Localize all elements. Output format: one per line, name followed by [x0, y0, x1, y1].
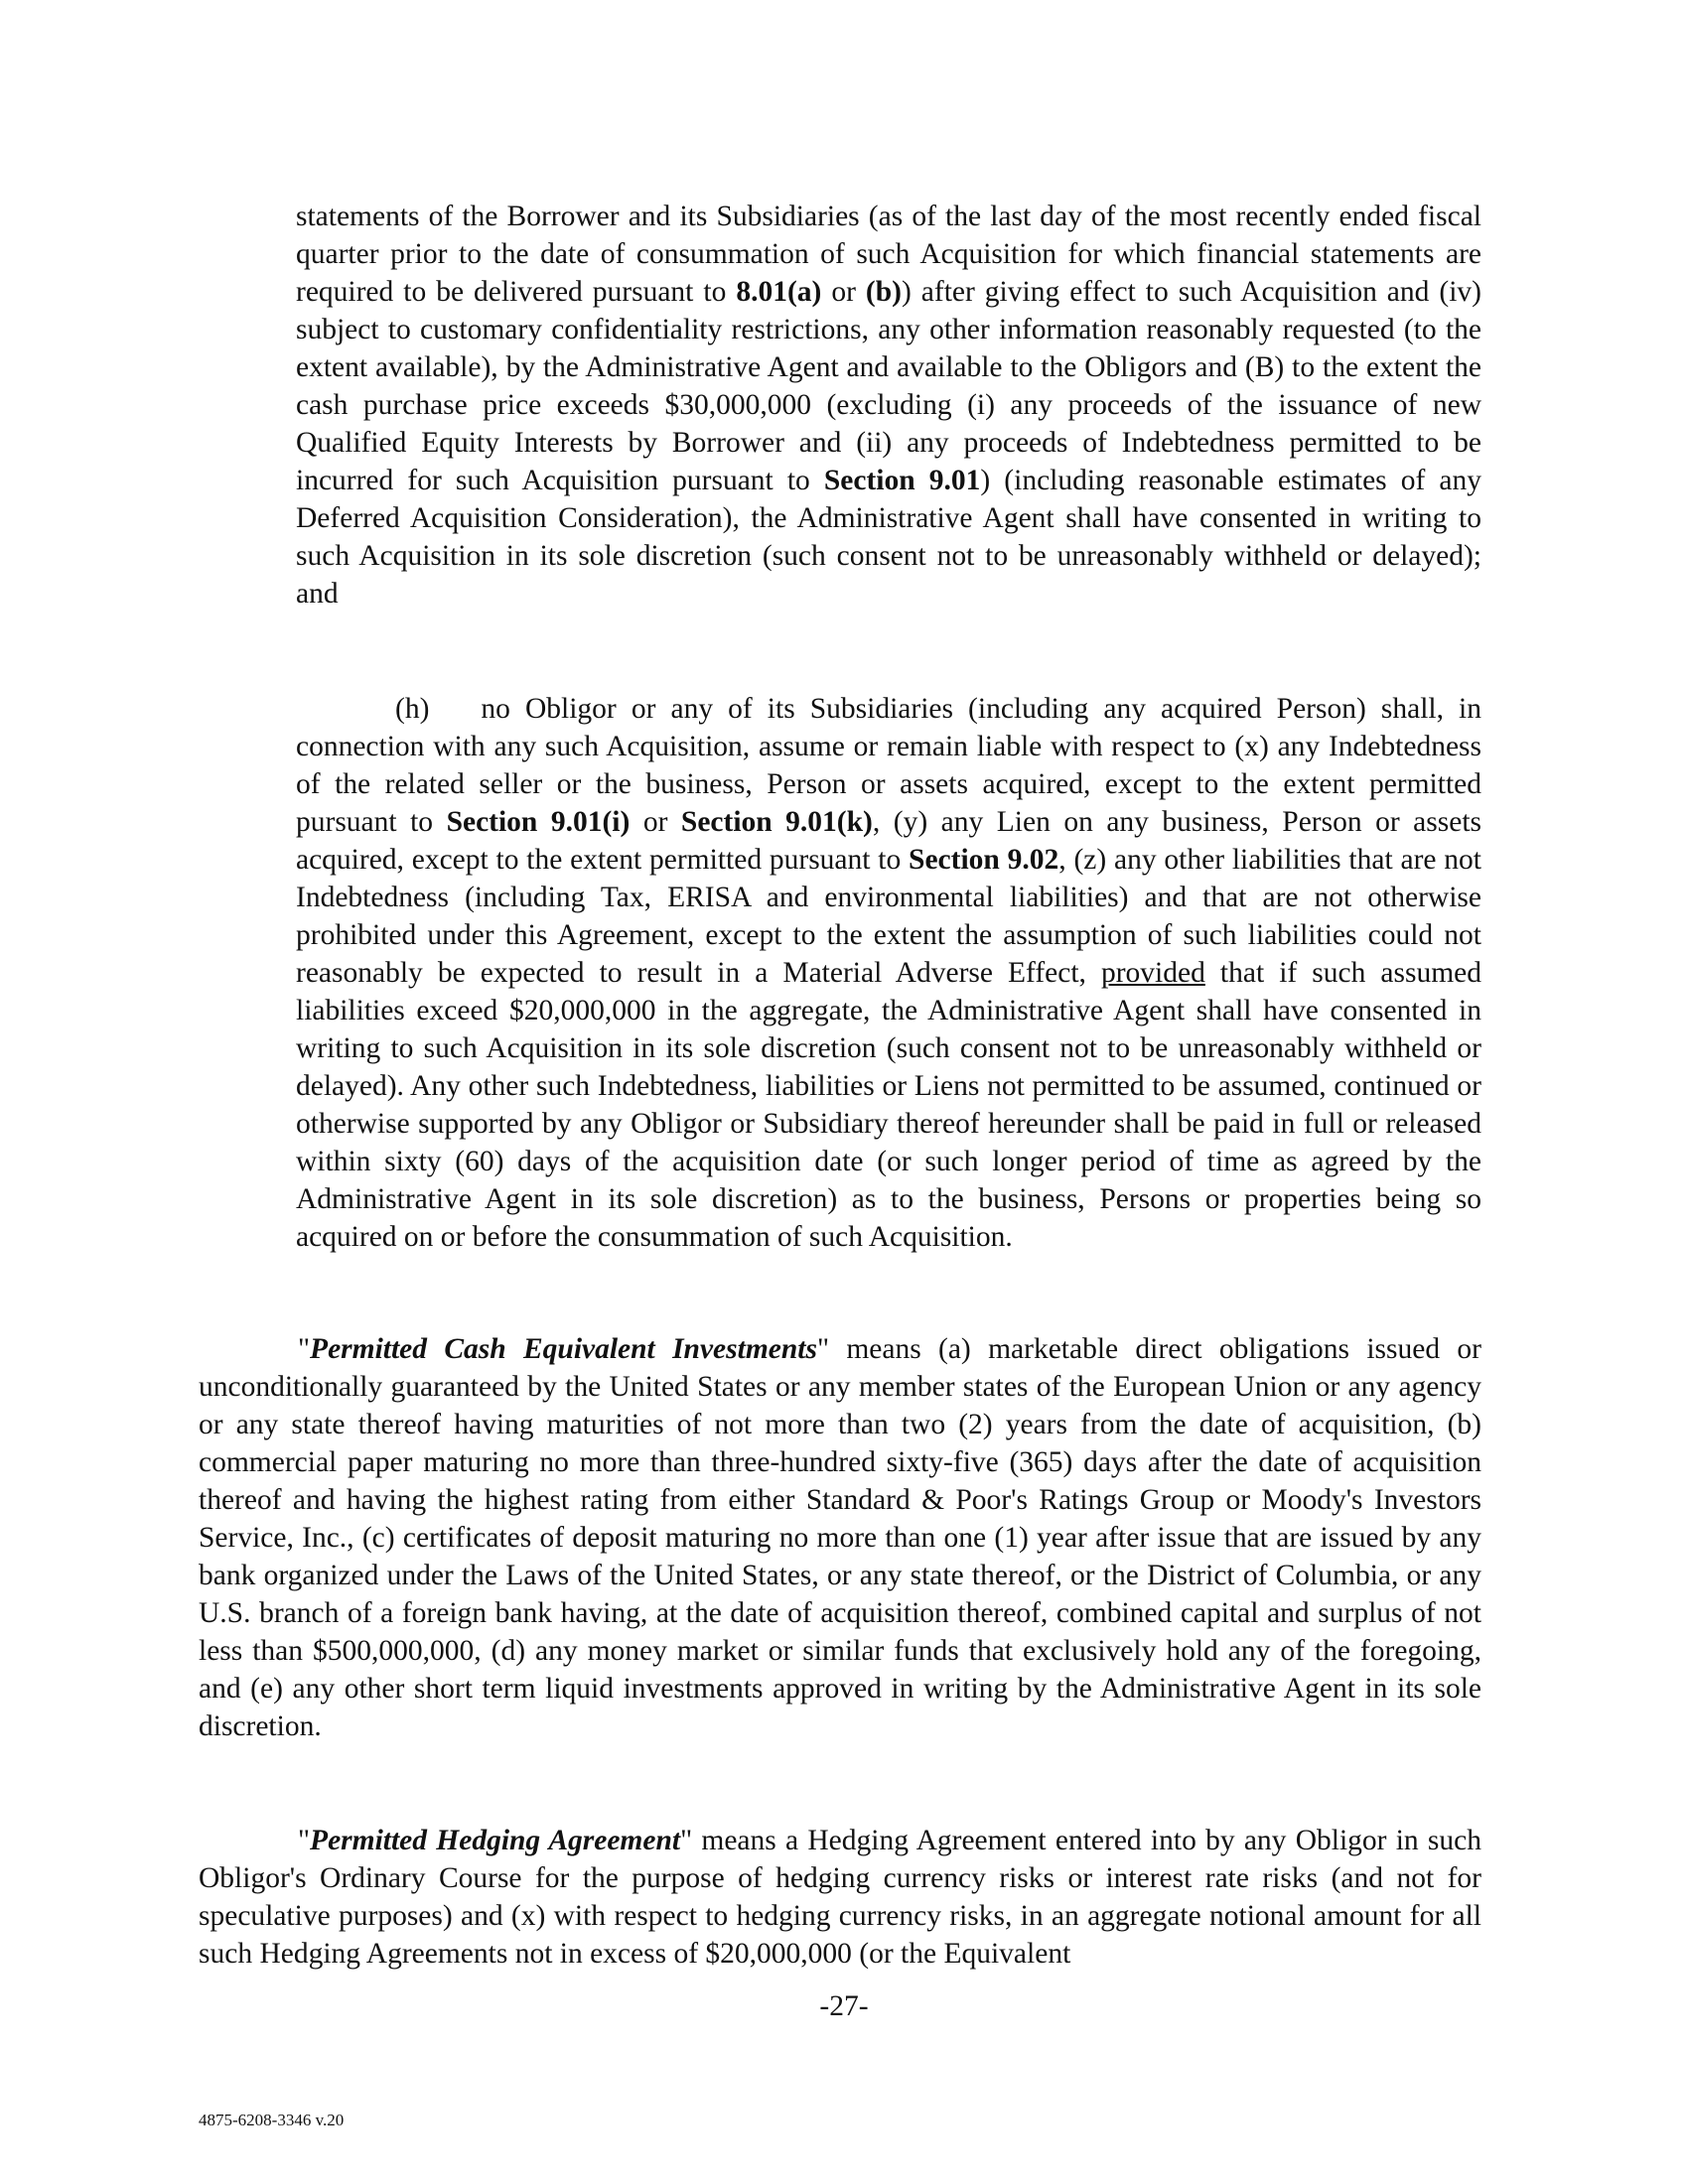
page-number: -27- — [819, 1990, 869, 2022]
section-reference: Section 9.01 — [823, 465, 981, 496]
quote-mark: " — [298, 1333, 311, 1365]
provided-term: provided — [1100, 957, 1205, 989]
paragraph-clause-h — [296, 690, 1481, 1256]
section-reference: 8.01(a) — [736, 276, 822, 308]
definition-permitted-hedging-agreement — [199, 1822, 1481, 1973]
section-reference: (b) — [865, 276, 902, 308]
definition-text: " means (a) marketable direct obligations issued or unconditionally guaranteed by the United States or any member states of the European Union or any agency or any state thereof having maturities of not more than two (2) years from the date of acquisition, (b) commercial paper maturing no more than three-hundred sixty-five (365) days after the date of acquisition thereof and having the highest rating from either Standard & Poor's Ratings Group or Moody's Investors Service, Inc., (c) certificates of deposit maturing no more than one (1) year after issue that are issued by any bank organized under the Laws of the United States, or any state thereof, or the District of Columbia, or any U.S. branch of a foreign bank having, at the date of acquisition thereof, combined capital and surplus of not less than $500,000,000, (d) any money market or similar funds that exclusively hold any of the foregoing, and (e) any other short term liquid investments approved in writing by the Administrative Agent in its sole discretion. — [199, 1333, 1481, 1742]
clause-marker: (h) — [395, 693, 430, 725]
definition-permitted-cash-equivalent-investments — [199, 1330, 1481, 1745]
text-run: no Obligor or any of its Subsidiaries (including any acquired Person) shall, in connection with any such Acquisition, assume or remain liable with respect to (x) any Indebtedness of the related seller or the business, Person or assets acquired, except to the extent permitted pursuant to — [296, 693, 1481, 838]
text-run: that if such assumed liabilities exceed $20,000,000 in the aggregate, the Administrative Agent shall have consented in writing to such Acquisition in its sole discretion (such consent not to be unreasonably withheld or delayed). Any other such Indebtedness, liabilities or Liens not permitted to be assumed, continued or otherwise supported by any Obligor or Subsidiary thereof hereunder shall be paid in full or released within sixty (60) days of the acquisition date (or such longer period of time as agreed by the Administrative Agent in its sole discretion) as to the business, Persons or properties being so acquired on or before the consummation of such Acquisition. — [296, 957, 1481, 1253]
text-run: or — [821, 276, 866, 308]
defined-term: Permitted Cash Equivalent Investments — [310, 1333, 817, 1365]
definition-text: " means a Hedging Agreement entered into by any Obligor in such Obligor's Ordinary Course for the purpose of hedging currency risks or interest rate risks (and not for speculative purposes) and (x) with respect to hedging currency risks, in an aggregate notional amount for all such Hedging Agreements not in excess of $20,000,000 (or the Equivalent — [199, 1825, 1481, 1970]
text-run: ) (including reasonable estimates of any Deferred Acquisition Consideration), the Administrative Agent shall have consented in writing to such Acquisition in its sole discretion (such consent not to be unreasonably withheld or delayed); and — [296, 465, 1481, 610]
section-reference: Section 9.01(i) — [446, 806, 631, 838]
text-run: ) after giving effect to such Acquisition and (iv) subject to customary confidentiality restrictions, any other information reasonably requested (to the extent available), by the Administrative Agent and available to the Obligors and (B) to the extent the cash purchase price exceeds $30,000,000 (excluding (i) any proceeds of the issuance of new Qualified Equity Interests by Borrower and (ii) any proceeds of Indebtedness permitted to be incurred for such Acquisition pursuant to — [296, 276, 1481, 496]
text-run: , (y) any Lien on any business, Person or assets acquired, except to the extent permitted pursuant to — [296, 806, 1482, 876]
quote-mark: " — [298, 1825, 311, 1856]
text-run: , (z) any other liabilities that are not Indebtedness (including Tax, ERISA and environmental liabilities) and that are not otherwise prohibited under this Agreement, except to the extent the assumption of such liabilities could not reasonably be expected to result in a Material Adverse Effect, — [296, 844, 1481, 989]
text-run: statements of the Borrower and its Subsidiaries (as of the last day of the most recently ended fiscal quarter prior to the date of consummation of such Acquisition for which financial statements are required to be delivered pursuant to — [296, 201, 1481, 308]
defined-term: Permitted Hedging Agreement — [310, 1825, 681, 1856]
text-run: or — [630, 806, 681, 838]
section-reference: Section 9.01(k) — [680, 806, 873, 838]
paragraph-acquisition-financial-statements — [296, 198, 1481, 613]
section-reference: Section 9.02 — [909, 844, 1059, 876]
document-id: 4875-6208-3346 v.20 — [199, 2111, 345, 2129]
